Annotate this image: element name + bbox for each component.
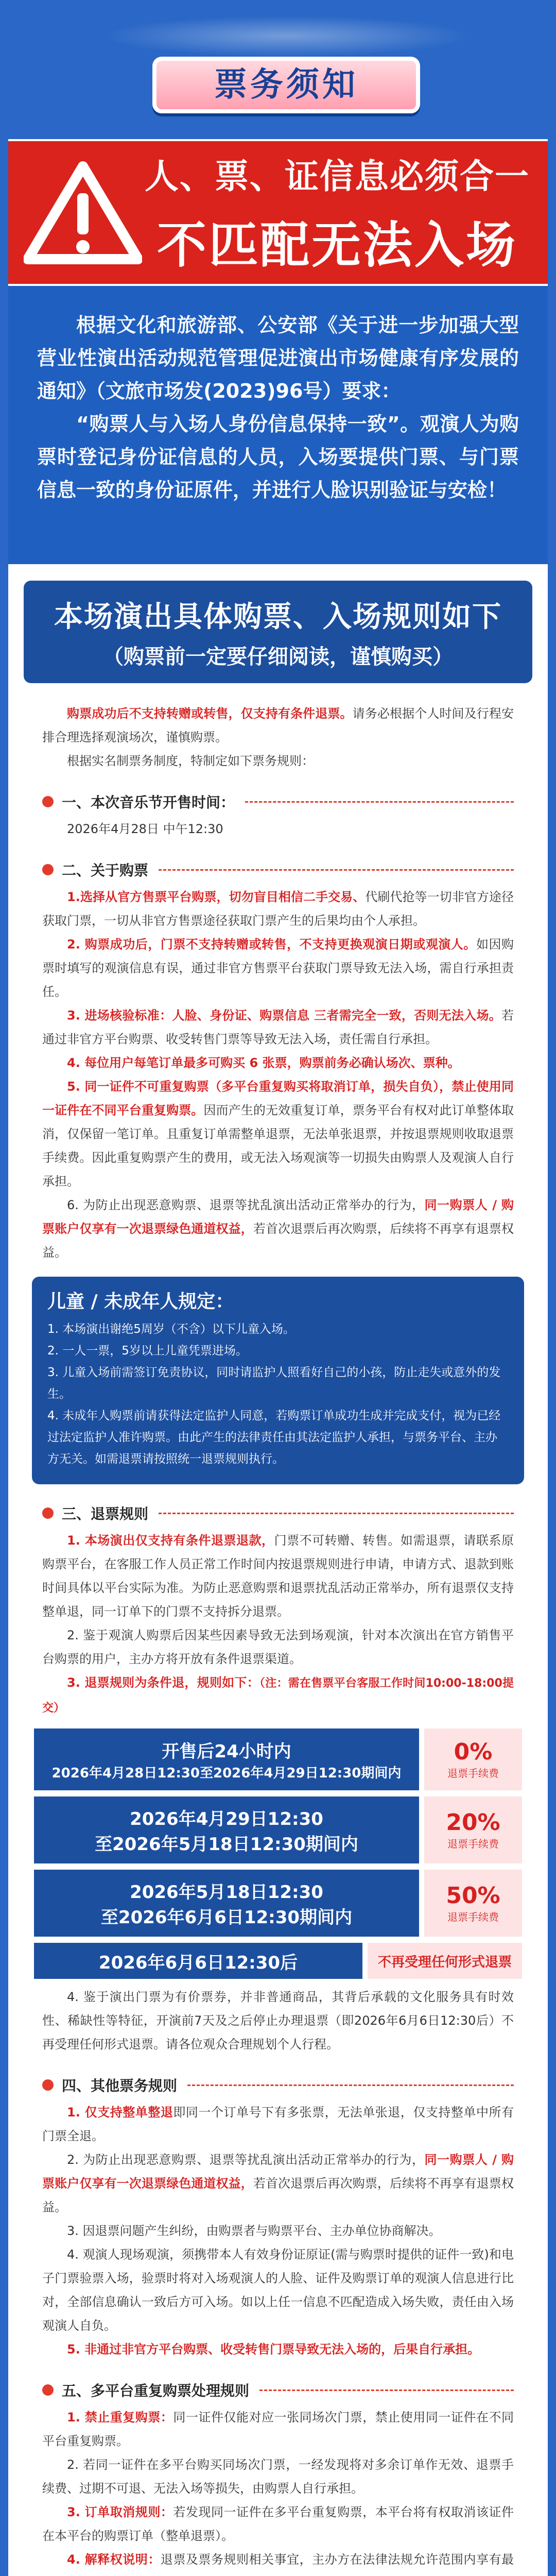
refund-rule-2: 2. 鉴于观演人购票后因某些因素导致无法到场观演，针对本次演出在官方销售平台购票的用户，主办方将开放有条件退票渠道。 [42,1628,514,1666]
minor-rule-2: 2. 一人一票，5岁以上儿童凭票进场。 [47,1344,248,1358]
intro-paragraph [42,702,514,749]
purchase-rule-5-rest: 因而产生的无效重复订单，票务平台有权对此订单整体取消，仅保留一笔订单。且重复订单需整单退票，无法单张退票，并按退票规则收取退票手续费。因此重复购票产生的费用，或无法入场观演等一切损失由购票人及观演人自行承担。 [42,1103,514,1189]
minor-rules-box [32,1277,524,1484]
warning-banner [8,139,548,286]
refund-rule-1 [42,1529,514,1623]
rules-header [24,581,532,683]
refund-row [34,1728,522,1790]
dup-rule-3-rest: 若发现同一证件在多平台重复购票，本平台将有权取消该证件在本平台的购票订单（整单退票）。 [42,2505,514,2543]
rules-subtitle: （购票前一定要仔细阅读，谨慎购买） [103,645,453,669]
section-5-header [42,2380,514,2400]
notice-paragraph-1: 根据文化和旅游部、公安部《关于进一步加强大型营业性演出活动规范管理促进演出市场健康有序发展的通知》（文旅市场发(2023)96号）要求： [37,314,519,402]
refund-row [34,1870,522,1937]
refund-rule-3-note: （注：需在售票平台客服工作时间10:00-18:00提交） [42,1677,514,1715]
other-rule-1-rest: 即同一个订单号下有多张票，无法单张退，仅支持整单中所有门票全退。 [42,2105,514,2143]
purchase-rule-1 [42,885,514,933]
banner-glow [101,15,472,57]
divider [159,1513,514,1514]
dup-rule-3 [42,2500,514,2548]
intro-paragraph-2: 根据实名制票务制度，特制定如下票务规则： [67,754,314,768]
section-3-title: 三、退票规则 [62,1505,149,1522]
bullet-icon [42,2079,54,2091]
minor-rule-1: 1. 本场演出谢绝5周岁（不含）以下儿童入场。 [47,1323,295,1336]
purchase-rule-3-red: 3. 进场核验标准：人脸、身份证、购票信息 三者需完全一致，否则无法入场。 [67,1008,501,1023]
refund-fee-pct: 50% [446,1883,500,1909]
section-5-title: 五、多平台重复购票处理规则 [62,2382,250,2399]
refund-fee-label: 退票手续费 [447,1911,499,1923]
other-rule-5-red: 5. 非通过非官方平台购票、收受转售门票导致无法入场的，后果自行承担。 [67,2342,480,2357]
refund-fee-pct: 20% [446,1809,500,1836]
other-rule-5 [42,2337,514,2361]
page-title: 票务须知 [152,57,420,113]
refund-period: 2026年6月6日12:30后 [98,1952,298,1973]
rules-title: 本场演出具体购票、入场规则如下 [54,600,502,634]
purchase-rule-6 [42,1193,514,1264]
refund-row [34,1797,522,1863]
refund-period-detail: 至2026年6月6日12:30期间内 [100,1907,353,1928]
refund-period: 2026年4月29日12:30 [130,1809,323,1829]
refund-fee-label: 退票手续费 [447,1767,499,1780]
refund-rule-4: 4. 鉴于演出门票为有价票券，并非普通商品，其背后承载的文化服务具有时效性、稀缺性等特征，开演前7天及之后停止办理退票（即2026年6月6日12:30后）不再受理任何形式退票。请各位观众合理规划个人行程。 [42,1990,514,2052]
other-rule-4: 4. 观演人现场观演，须携带本人有效身份证原证(需与购票时提供的证件一致)和电子门票验票入场，验票时将对入场观演人的人脸、证件及购票订单的观演人信息进行比对，全部信息确认一致后方可入场。如以上任一信息不匹配造成入场失败，责任由入场观演人自负。 [42,2247,514,2333]
section-4-title: 四、其他票务规则 [62,2077,178,2094]
bullet-icon [42,796,54,807]
refund-fee-badge: 不再受理任何形式退票 [368,1943,522,1979]
bullet-icon [42,2384,54,2396]
refund-rule-3-red: 3. 退票规则为条件退，规则如下： [67,1675,259,1690]
divider [259,2389,514,2391]
dup-rule-4 [42,2548,514,2576]
intro-red: 购票成功后不支持转赠或转售，仅支持有条件退票。 [67,706,353,721]
divider [159,869,514,871]
refund-fee-label: 退票手续费 [447,1838,499,1850]
divider [187,2084,514,2086]
dup-rule-4-rest: 退票及票务规则相关事宜，主办方在法律法规允许范围内享有最 [160,2552,514,2567]
intro-rest: 请务必根据个人时间及行程安排合理选择观演场次，谨慎购票。 [42,706,514,744]
refund-period-detail: 2026年4月28日12:30至2026年4月29日12:30期间内 [51,1766,402,1781]
purchase-rule-1-red: 1.选择从官方售票平台购票，切勿盲目相信二手交易、 [67,890,366,904]
rules-card [8,564,548,2576]
policy-notice [8,286,548,564]
refund-period-detail: 至2026年5月18日12:30期间内 [95,1834,358,1855]
refund-fee-table [34,1728,522,1979]
purchase-rule-6-red: 同一购票人 / 购票账户仅享有一次退票绿色通道权益， [42,1198,514,1236]
divider [245,801,514,803]
purchase-rule-2-rest: 如因购票时填写的观演信息有误，通过非官方售票平台获取门票导致无法入场，需自行承担责任。 [42,937,514,999]
refund-fee-badge [424,1797,522,1863]
refund-rule-1-rest: 门票不可转赠、转售。如需退票，请联系原购票平台，在客服工作人员正常工作时间内按退票规则进行申请，申请方式、退款到账时间具体以平台实际为准。为防止恶意购票和退票扰乱活动正常举办，所有退票仅支持整单退，同一订单下的门票不支持拆分退票。 [42,1533,514,1619]
purchase-rule-6-a: 6. 为防止出现恶意购票、退票等扰乱演出活动正常举办的行为， [67,1198,425,1212]
notice-paragraph-2: “购票人与入场人身份信息保持一致”。观演人为购票时登记身份证信息的人员，入场要提供门票、与门票信息一致的身份证原件，并进行人脸识别验证与安检！ [37,413,519,501]
section-4-header [42,2075,514,2095]
dup-rule-2: 2. 若同一证件在多平台购买同场次门票，一经发现将对多余订单作无效、退票手续费、过期不可退、无法入场等损失，由购票人自行承担。 [42,2458,514,2496]
warning-line-1: 人、票、证信息必须合一 [145,156,530,196]
section-1-header [42,791,514,812]
minor-rule-3: 3. 儿童入场前需签订免责协议，同时请监护人照看好自己的小孩，防止走失或意外的发生。 [47,1366,501,1401]
purchase-rule-1-rest: 代刷代抢等一切非官方途径获取门票，一切从非官方售票途径获取门票产生的后果均由个人承担。 [42,890,514,928]
bullet-icon [42,1507,54,1519]
minor-rules-title: 儿童 / 未成年人规定： [47,1291,234,1312]
section-3-header [42,1503,514,1523]
warning-line-2: 不匹配无法入场 [157,216,517,274]
purchase-rule-3-rest: 若通过非官方平台购票、收受转售门票等导致无法入场，责任需自行承担。 [42,1008,514,1046]
bullet-icon [42,864,54,875]
sale-time: 2026年4月28日 中午12:30 [67,822,223,836]
dup-rule-1 [42,2405,514,2453]
refund-rule-3 [42,1671,514,1720]
other-rule-1-red: 1. 仅支持整单整退 [67,2105,173,2120]
other-rule-3: 3. 因退票问题产生纠纷，由购票者与购票平台、主办单位协商解决。 [67,2224,441,2238]
dup-rule-1-red: 1. 禁止重复购票： [67,2410,173,2425]
section-2-header [42,859,514,880]
dup-rule-3-red: 3. 订单取消规则： [67,2505,173,2519]
refund-fee-pct: 0% [454,1739,493,1765]
purchase-rule-5 [42,1075,514,1193]
refund-rule-1-red: 1. 本场演出仅支持有条件退票退款， [67,1533,274,1548]
other-rule-2 [42,2148,514,2219]
section-2-title: 二、关于购票 [62,862,149,879]
warning-triangle-icon [24,161,142,264]
refund-fee-badge [424,1870,522,1937]
section-1-title: 一、本次音乐节开售时间： [62,794,235,811]
other-rule-1 [42,2100,514,2148]
purchase-rule-2 [42,933,514,1004]
purchase-rule-6-rest: 若首次退票后再次购票，后续将不再享有退票权益。 [42,1222,514,1260]
purchase-rule-4 [42,1051,514,1075]
refund-period: 2026年5月18日12:30 [130,1882,323,1903]
other-rule-2-rest: 若首次退票后再次购票，后续将不再享有退票权益。 [42,2176,514,2214]
dup-rule-4-red: 4. 解释权说明： [67,2552,161,2567]
dup-rule-1-rest: 同一证件仅能对应一张同场次门票，禁止使用同一证件在不同平台重复购票。 [42,2410,514,2448]
purchase-rule-5-red: 5. 同一证件不可重复购票（多平台重复购买将取消订单，损失自负），禁止使用同一证件在不同平台重复购票。 [42,1079,514,1117]
other-rule-2-red: 同一购票人 / 购票账户仅享有一次退票绿色通道权益， [42,2153,514,2191]
refund-row [34,1943,522,1979]
refund-period: 开售后24小时内 [162,1741,291,1762]
refund-fee-badge [424,1728,522,1790]
purchase-rule-4-red: 4. 每位用户每笔订单最多可购买 6 张票，购票前务必确认场次、票种。 [67,1056,460,1070]
top-banner [8,0,548,139]
other-rule-2-a: 2. 为防止出现恶意购票、退票等扰乱演出活动正常举办的行为， [67,2153,425,2167]
purchase-rule-2-red: 2. 购票成功后，门票不支持转赠或转售，不支持更换观演日期或观演人。 [67,937,476,952]
minor-rule-4: 4. 未成年人购票前请获得法定监护人同意，若购票订单成功生成并完成支付，视为已经过法定监护人准许购票。由此产生的法律责任由其法定监护人承担，与票务平台、主办方无关。如需退票请按照统一退票规则执行。 [47,1409,501,1466]
purchase-rule-3 [42,1004,514,1051]
